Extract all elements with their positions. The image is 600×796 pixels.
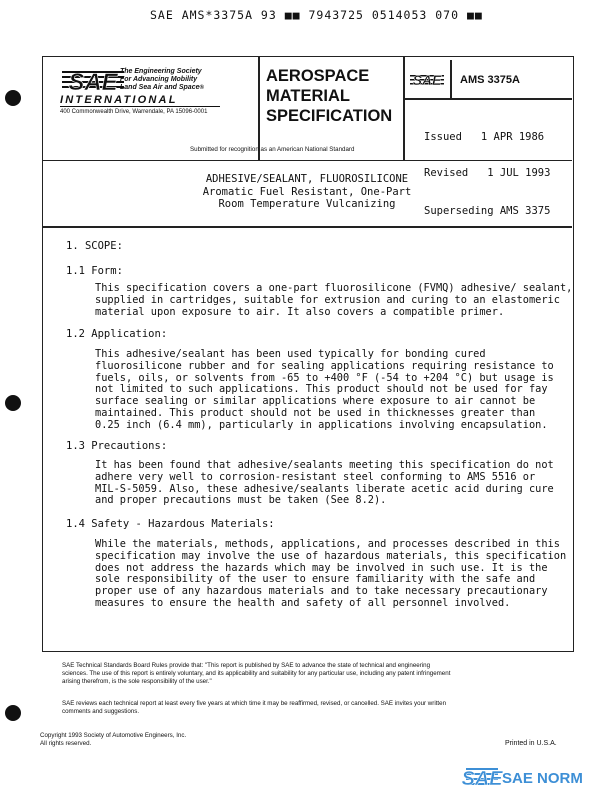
spec-type-title: AEROSPACE MATERIAL SPECIFICATION <box>266 67 393 125</box>
section-1-3-text: It has been found that adhesive/sealants meeting this specification do not adhere very well to corrosion-resistant steel conforming to AMS 5516 or MIL-S-5059. Also, these adhesive/sealants liberate acetic acid during cure and proper precautions must be taken (See 8.2). <box>95 459 554 507</box>
section-1-4-heading: 1.4 Safety - Hazardous Materials: <box>66 518 275 530</box>
section-1-1-text: This specification covers a one-part fluorosilicone (FVMQ) adhesive/ sealant, supplied in cartridges, suitable for extrusion and curing to an elastomeric material upon exposure to air. It also covers a compatible primer. <box>95 282 573 318</box>
section-1-3-heading: 1.3 Precautions: <box>66 440 168 452</box>
ansi-recognition-note: Submitted for recognition as an American National Standard <box>190 146 355 153</box>
divider <box>258 56 260 160</box>
document-header-code: SAE AMS*3375A 93 ■■ 7943725 0514053 070 ■■ <box>150 8 483 22</box>
divider <box>403 56 405 160</box>
review-notice: SAE reviews each technical report at least every five years at which time it may be reaffirmed, revised, or cancelled. SAE invites your written comments and suggestions. <box>62 700 447 715</box>
svg-text:SAE: SAE <box>412 72 442 88</box>
section-1-4-text: While the materials, methods, applications, and processes described in this specification may involve the use of hazardous materials, this specification does not address the hazards which may be involved in such use. It is the sole responsibility of the user to ensure familiarity with the safe and proper use of any hazardous materials and to take necessary precautionary measures to ensure the health and safety of all personnel involved. <box>95 538 567 609</box>
section-1-1-heading: 1.1 Form: <box>66 265 123 277</box>
document-number: AMS 3375A <box>460 74 520 86</box>
issue-dates: Issued 1 APR 1986 Revised 1 JUL 1993 Superseding AMS 3375 <box>424 131 551 217</box>
divider <box>60 106 220 107</box>
binder-hole-top <box>5 90 21 106</box>
svg-text:SAE: SAE <box>68 69 118 96</box>
document-title: ADHESIVE/SEALANT, FLUOROSILICONE Aromatic Fuel Resistant, One-Part Room Temperature Vulcanizing <box>202 173 412 210</box>
copyright-notice: Copyright 1993 Society of Automotive Engineers, Inc. All rights reserved. <box>40 732 187 747</box>
section-scope-heading: 1. SCOPE: <box>66 240 123 252</box>
international-label: INTERNATIONAL <box>60 94 178 106</box>
society-name: The Engineering Society For Advancing Mobility Land Sea Air and Space® <box>120 68 204 91</box>
section-1-2-heading: 1.2 Application: <box>66 328 168 340</box>
divider <box>42 226 572 228</box>
sae-logo <box>62 68 124 94</box>
binder-hole-bottom <box>5 705 21 721</box>
svg-text:SAE: SAE <box>461 768 503 790</box>
society-address: 400 Commonwealth Drive, Warrendale, PA 15096-0001 <box>60 109 208 115</box>
sae-norm-watermark <box>461 762 596 796</box>
binder-hole-middle <box>5 395 21 411</box>
svg-text:SAE NORM: SAE NORM <box>502 770 583 787</box>
sae-small-logo <box>410 72 444 92</box>
section-1-2-text: This adhesive/sealant has been used typically for bonding cured fluorosilicone rubber and for sealing applications requiring resistance to fuels, oils, or solvents from -65 to +400 °F (-54 to +204 °C) but usage is not limited to such applications. This product should not be used for fay surface sealing or similar applications where exposure to air cannot be maintained. This product should not be used in thicknesses greater than 0.25 inch (6.4 mm), particularly in applications involving encapsulation. <box>95 348 554 431</box>
divider <box>403 98 572 100</box>
divider <box>450 60 452 98</box>
printed-in-usa: Printed in U.S.A. <box>505 740 557 747</box>
standards-board-rules: SAE Technical Standards Board Rules provide that: "This report is published by SAE to advance the state of technical and engineering sciences. The use of this report is entirely voluntary, and its applicability and suitability for any particular use, including any patent infringement arising therefrom, is the sole responsibility of the user." <box>62 662 451 685</box>
